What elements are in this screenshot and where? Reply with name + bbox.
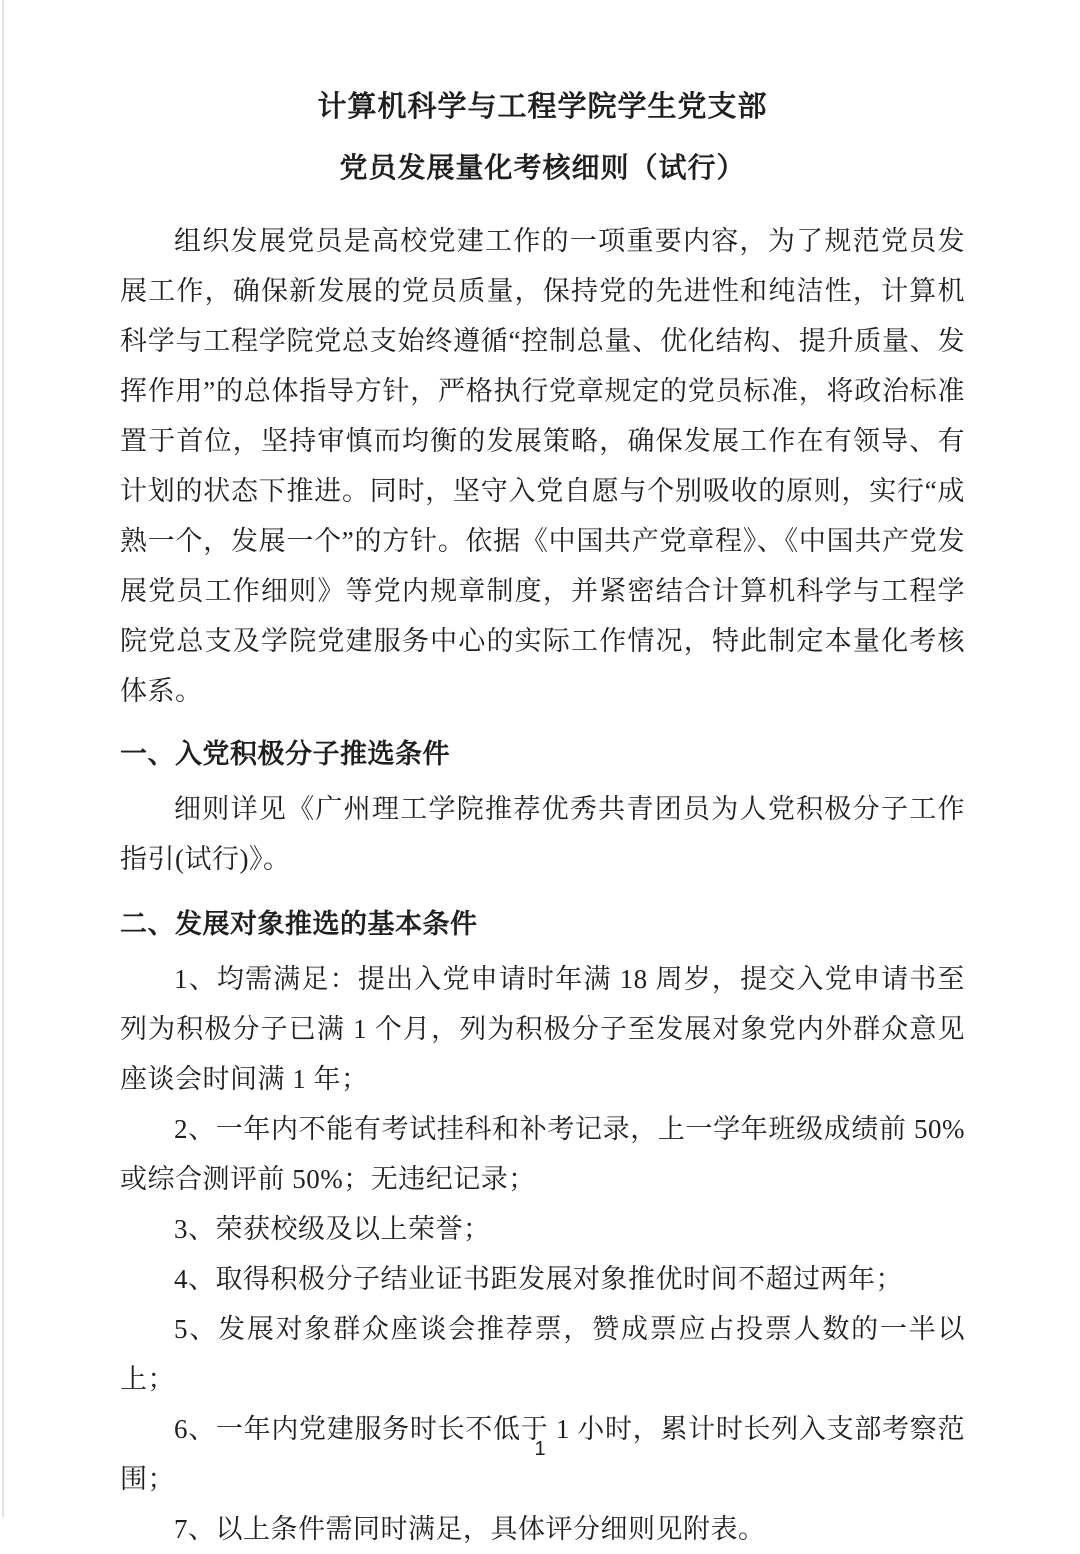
section-2-item-1: 1、均需满足：提出入党申请时年满 18 周岁，提交入党申请书至列为积极分子已满 1 个月，列为积极分子至发展对象党内外群众意见座谈会时间满 1 年；	[120, 964, 965, 1094]
section-2-item-2: 2、一年内不能有考试挂科和补考记录，上一学年班级成绩前 50%或综合测评前 50%；无违纪记录；	[120, 1114, 965, 1194]
section-1-paragraph: 细则详见《广州理工学院推荐优秀共青团员为人党积极分子工作指引(试行)》。	[120, 794, 965, 874]
document-title-line2: 党员发展量化考核细则（试行）	[339, 153, 746, 184]
section-2-items	[120, 954, 965, 1554]
document-title-line1: 计算机科学与工程学院学生党支部	[317, 91, 768, 123]
intro-paragraph: 组织发展党员是高校党建工作的一项重要内容，为了规范党员发展工作，确保新发展的党员质量，保持党的先进性和纯洁性，计算机科学与工程学院党总支始终遵循“控制总量、优化结构、提升质量、发挥作用”的总体指导方针，严格执行党章规定的党员标准，将政治标准置于首位，坚持审慎而均衡的发展策略，确保发展工作在有领导、有计划的状态下推进。同时，坚守入党自愿与个别吸收的原则，实行“成熟一个，发展一个”的方针。依据《中国共产党章程》、《中国共产党发展党员工作细则》等党内规章制度，并紧密结合计算机科学与工程学院党总支及学院党建服务中心的实际工作情况，特此制定本量化考核体系。	[120, 226, 965, 706]
section-2-item-4: 4、取得积极分子结业证书距发展对象推优时间不超过两年；	[174, 1264, 903, 1294]
section-2-item-7: 7、以上条件需同时满足，具体评分细则见附表。	[174, 1514, 766, 1544]
page-left-edge	[2, 0, 4, 1517]
page-number: 1	[534, 1438, 546, 1460]
section-2-item-3: 3、荣获校级及以上荣誉；	[174, 1214, 491, 1244]
section-2-item-6: 6、一年内党建服务时长不低于 1 小时，累计时长列入支部考察范围；	[120, 1414, 965, 1494]
section-2-heading: 二、发展对象推选的基本条件	[120, 909, 478, 939]
section-1-heading: 一、入党积极分子推选条件	[120, 739, 450, 769]
section-2-item-5: 5、发展对象群众座谈会推荐票，赞成票应占投票人数的一半以上；	[120, 1314, 965, 1394]
